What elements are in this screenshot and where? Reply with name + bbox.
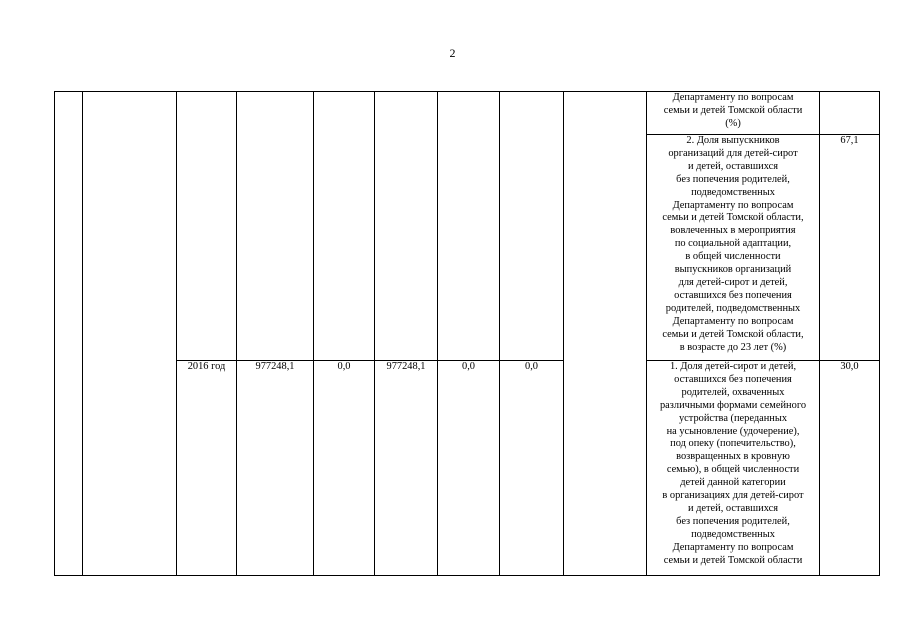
- executor-cell: [564, 92, 647, 576]
- value-cell: [820, 92, 880, 135]
- indicator-line: подведомственных: [691, 528, 775, 540]
- indicator-line: под опеку (попечительство),: [670, 438, 796, 450]
- indicator-line: по социальной адаптации,: [674, 238, 792, 250]
- row-number-cell: [55, 92, 83, 576]
- total-cell: 977248,1: [237, 361, 314, 576]
- indicator-line: и детей, оставшихся: [687, 502, 779, 514]
- indicator-line: семьи и детей Томской области: [663, 554, 803, 566]
- col-c-cell: [438, 92, 500, 361]
- page-number: 2: [449, 46, 456, 60]
- table-row: [55, 92, 880, 135]
- indicator-line: в возрасте до 23 лет (%): [679, 341, 787, 353]
- indicator-line: Департаменту по вопросам: [672, 541, 794, 553]
- indicator-line: на усыновление (удочерение),: [666, 425, 800, 437]
- indicator-line: детей данной категории: [680, 477, 786, 489]
- indicator-line: родителей, подведомственных: [665, 302, 801, 314]
- total-cell: [237, 92, 314, 361]
- value-cell: 30,0: [820, 361, 880, 576]
- indicator-line: семьи и детей Томской области,: [662, 328, 804, 340]
- indicator-line: Департаменту по вопросам: [672, 92, 794, 103]
- indicator-line: 2. Доля выпускников: [686, 135, 780, 146]
- indicator-line: выпускников организаций: [674, 264, 792, 276]
- indicator-line: родителей, охваченных: [681, 386, 785, 398]
- indicator-line: Департаменту по вопросам: [672, 199, 794, 211]
- indicator-cell: [647, 361, 820, 576]
- indicator-line: для детей-сирот и детей,: [678, 276, 788, 288]
- year-cell: 2016 год: [177, 361, 237, 576]
- indicator-line: оставшихся без попечения: [674, 289, 792, 301]
- year-cell: [177, 92, 237, 361]
- col-d-cell: [500, 92, 564, 361]
- indicator-line: в организациях для детей-сирот: [662, 490, 804, 502]
- value-cell: 67,1: [820, 135, 880, 361]
- indicator-line: (%): [725, 117, 741, 129]
- indicator-line: подведомственных: [691, 186, 775, 198]
- indicator-line: семью), в общей численности: [666, 464, 800, 476]
- col-c-cell: 0,0: [438, 361, 500, 576]
- indicator-line: вовлеченных в мероприятия: [670, 225, 796, 237]
- indicator-line: организаций для детей-сирот: [668, 147, 798, 159]
- indicator-line: без попечения родителей,: [676, 515, 790, 527]
- indicator-line: семьи и детей Томской области: [663, 104, 803, 116]
- col-a-cell: [314, 92, 375, 361]
- indicator-line: возвращенных в кровную: [676, 451, 790, 463]
- indicator-line: и детей, оставшихся: [687, 160, 779, 172]
- indicator-line: устройства (переданных: [678, 412, 788, 424]
- col-a-cell: 0,0: [314, 361, 375, 576]
- col-b-cell: [375, 92, 438, 361]
- indicator-line: семьи и детей Томской области,: [662, 212, 804, 224]
- col-d-cell: 0,0: [500, 361, 564, 576]
- col-b-cell: 977248,1: [375, 361, 438, 576]
- indicator-line: различными формами семейного: [659, 399, 807, 411]
- program-table: [54, 91, 880, 576]
- indicator-line: оставшихся без попечения: [674, 373, 792, 385]
- task-name-cell: [83, 92, 177, 576]
- indicator-line: без попечения родителей,: [676, 173, 790, 185]
- indicator-cell: [647, 92, 820, 135]
- indicator-line: Департаменту по вопросам: [672, 315, 794, 327]
- indicator-line: в общей численности: [685, 251, 781, 263]
- indicator-line: 1. Доля детей-сирот и детей,: [669, 361, 797, 372]
- table-row: [55, 361, 880, 576]
- indicator-cell: [647, 135, 820, 361]
